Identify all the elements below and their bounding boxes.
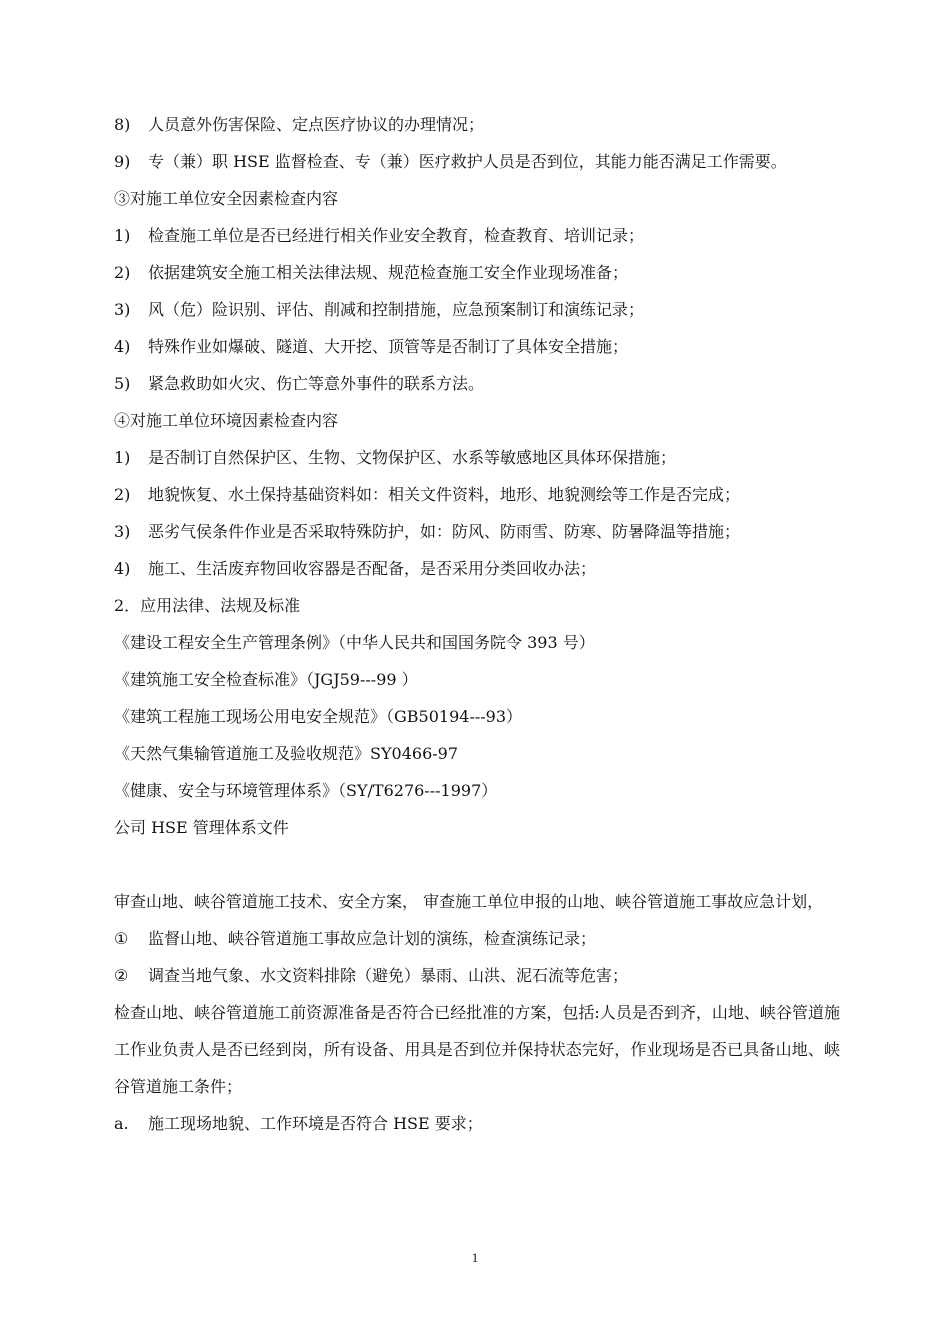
list-marker: 3)	[114, 300, 131, 319]
list-text: 风（危）险识别、评估、削减和控制措施，应急预案制订和演练记录；	[148, 300, 645, 319]
list-marker: 5)	[114, 374, 131, 393]
list-marker: 9)	[114, 152, 131, 171]
list-marker: a.	[114, 1114, 129, 1133]
list-marker: 4)	[114, 337, 131, 356]
list-text: 恶劣气侯条件作业是否采取特殊防护，如：防风、防雨雪、防寒、防暑降温等措施；	[148, 522, 741, 541]
list-item	[114, 957, 840, 994]
list-item	[114, 1105, 840, 1142]
standard-reference: 《建筑工程施工现场公用电安全规范》（GB50194---93）	[114, 707, 523, 726]
standard-reference: 《健康、安全与环境管理体系》（SY/T6276---1997）	[114, 781, 498, 800]
standard-reference: 《建筑施工安全检查标准》（JGJ59---99 ）	[114, 670, 418, 689]
list-marker: 2)	[114, 263, 131, 282]
section-heading-environment: ④对施工单位环境因素检查内容	[114, 411, 339, 430]
standard-reference: 公司 HSE 管理体系文件	[114, 818, 289, 837]
list-item	[114, 365, 840, 402]
list-item	[114, 254, 840, 291]
list-marker: ②	[114, 966, 129, 985]
list-marker: 4)	[114, 559, 131, 578]
list-marker: 1)	[114, 226, 131, 245]
list-item	[114, 106, 840, 143]
list-item-wrapped	[114, 143, 840, 180]
list-text: 是否制订自然保护区、生物、文物保护区、水系等敏感地区具体环保措施；	[148, 448, 677, 467]
section-heading-safety: ③对施工单位安全因素检查内容	[114, 189, 339, 208]
list-marker: 1)	[114, 448, 131, 467]
list-text: 监督山地、峡谷管道施工事故应急计划的演练，检查演练记录；	[148, 929, 597, 948]
list-text: 地貌恢复、水土保持基础资料如：相关文件资料，地形、地貌测绘等工作是否完成；	[148, 485, 741, 504]
list-text: 专（兼）职 HSE 监督检查、专（兼）医疗救护人员是否到位，其能力能否满足工作需要。	[148, 152, 787, 171]
list-text: 依据建筑安全施工相关法律法规、规范检查施工安全作业现场准备；	[148, 263, 629, 282]
list-item	[114, 476, 840, 513]
list-text: 人员意外伤害保险、定点医疗协议的办理情况；	[148, 115, 485, 134]
review-check-paragraph: 检查山地、峡谷管道施工前资源准备是否符合已经批准的方案，包括:人员是否到齐，山地、峡谷管道施工作业负责人是否已经到岗，所有设备、用具是否到位并保持状态完好，作业现场是否已具备山地、峡谷管道施工条件；	[114, 1003, 840, 1096]
list-item	[114, 439, 840, 476]
list-text: 施工现场地貌、工作环境是否符合 HSE 要求；	[148, 1114, 483, 1133]
list-item	[114, 328, 840, 365]
review-intro: 审查山地、峡谷管道施工技术、安全方案， 审查施工单位申报的山地、峡谷管道施工事故应急计划，	[114, 892, 824, 911]
list-item	[114, 217, 840, 254]
section-heading-standards: 2．应用法律、法规及标准	[114, 596, 301, 615]
list-item	[114, 513, 840, 550]
list-text: 紧急救助如火灾、伤亡等意外事件的联系方法。	[148, 374, 485, 393]
list-item	[114, 920, 840, 957]
document-body	[114, 106, 840, 1142]
standard-reference: 《天然气集输管道施工及验收规范》SY0466-97	[114, 744, 459, 763]
list-marker: 2)	[114, 485, 131, 504]
list-marker: 3)	[114, 522, 131, 541]
list-marker: 8)	[114, 115, 131, 134]
list-text: 检查施工单位是否已经进行相关作业安全教育，检查教育、培训记录；	[148, 226, 645, 245]
standard-reference: 《建设工程安全生产管理条例》（中华人民共和国国务院令 393 号）	[114, 633, 595, 652]
list-marker: ①	[114, 929, 129, 948]
blank-line	[114, 846, 840, 883]
list-text: 调查当地气象、水文资料排除（避免）暴雨、山洪、泥石流等危害；	[148, 966, 629, 985]
list-text: 特殊作业如爆破、隧道、大开挖、顶管等是否制订了具体安全措施；	[148, 337, 629, 356]
page-number: 1	[471, 1250, 479, 1265]
list-text: 施工、生活废弃物回收容器是否配备，是否采用分类回收办法；	[148, 559, 597, 578]
list-item	[114, 550, 840, 587]
list-item	[114, 291, 840, 328]
